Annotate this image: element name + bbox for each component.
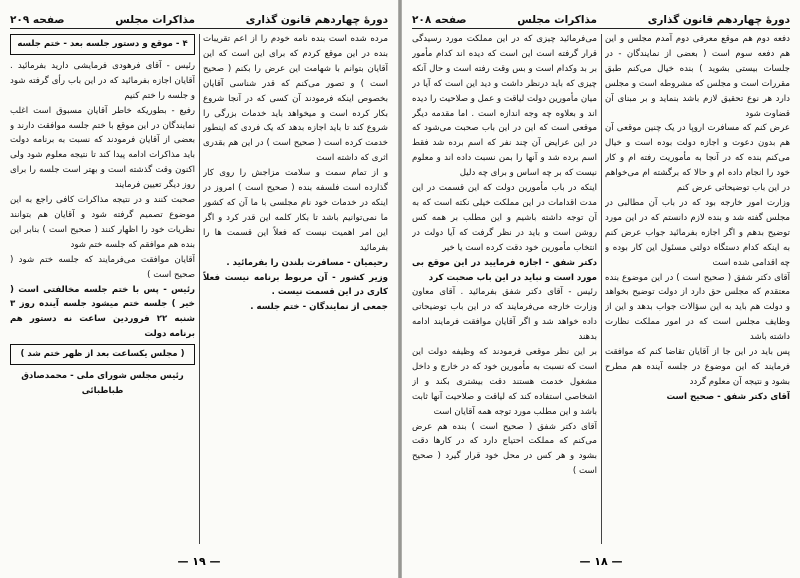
page-208 xyxy=(402,0,800,578)
page-209 xyxy=(0,0,398,578)
paragraph: دفعه دوم هم موقع معرفی دوم آمدم مجلس و این هم دفعه سوم است ( بعضی از نمایندگان - در جلسات بیستی بشوید ) بنده خیال می‌کنم طبق مقررات است و مجلس که مشروطه است و مجلس دارد هر نوع تحقیق لازم باشد بنماید و بر مبنای آن قضاوت شود xyxy=(605,34,790,119)
paragraph: آقای دکتر شفق - صحیح است xyxy=(666,391,790,402)
paragraph: جمعی از نمایندگان - ختم جلسه . xyxy=(250,302,388,313)
paragraph: صحبت کنند و در نتیجه مذاکرات کافی راجع به این موضوع تصمیم گرفته شود و آقایان هم بتوانند نظریات خود را اظهار کنند ( صحیح است ) بنابر این بنده هم موافقم که جلسه ختم شود xyxy=(10,195,195,250)
paragraph: آقای دکتر شفق ( صحیح است ) در این موضوع بنده معتقدم که مجلس حق دارد از دولت توضیح بخواهد و دولت هم باید به این سؤالات جواب بدهد و این از وظایف مجلس است که در امور مملکت نظارت داشته باشد xyxy=(605,272,790,343)
paragraph: رئیس - آقای دکتر شفق بفرمائید . آقای معاون وزارت خارجه می‌فرمایند که در این باب توضیحاتی داده خواهد شد و اگر آقایان موافقت فرمایند ادامه بدهند xyxy=(412,287,597,343)
paragraph: وزیر کشور - آن مربوط برنامه نیست فعلاً کاری در این قسمت نیست . xyxy=(203,272,388,298)
text-column-right xyxy=(605,32,790,546)
running-header-right: دورهٔ چهاردهم قانون گذاری xyxy=(647,14,790,26)
running-header-center: مذاکرات مجلس xyxy=(115,14,196,26)
page-header xyxy=(412,8,790,29)
section-heading-box: ۴ - موقع و دستور جلسه بعد - ختم جلسه xyxy=(10,34,195,55)
column-divider xyxy=(199,34,200,544)
paragraph: رحیمیان - مسافرت بلندن را بفرمائید . xyxy=(226,257,388,268)
text-column-right xyxy=(203,32,388,546)
paragraph: بر این نظر موقعی فرمودند که وظیفه دولت این است که نسبت به مأمورین خود که در خارج و داخل مشغول خدمت هستند دقت بیشتری بکند و از اشخاصی استفاده کند که لیاقت و صلاحیت آنها ثابت باشد و این مطلب مورد توجه همه آقایان است xyxy=(412,347,597,417)
page-number-label: صفحه ۲۰۹ xyxy=(10,14,65,26)
paragraph: رئیس - آقای فرهودی فرمایشی دارید بفرمائید . آقایان اجازه بفرمائید که در این باب رأی گرفته شود و جلسه را ختم کنیم xyxy=(10,60,195,101)
paragraph: آقای دکتر شفق ( صحیح است ) بنده هم عرض می‌کنم که مملکت احتیاج دارد که در کارها دقت بشود و هر کس در محل خود قرار گیرد ( صحیح است ) xyxy=(412,421,597,477)
paragraph: می‌فرمائید چیزی که در این مملکت مورد رسیدگی قرار گرفته است این است که دیده اند کدام مأمور بر بد وکدام است و بس وقت رفته است و حال آنکه چیزی که باید درنظر داشت و دید این است که آیا در میان مأمورین دولت لیاقت و عمل و صلاحیت را دیده اند و بعلاوه چه وجه اندازه است . اما مقدمه دیگر موقعی است که این در این باب صحبت می‌شود که در این عرایض آن چند نفر که اسم برده شد فقط اسم برده شد و آنها را بمن نسبت داده اند و معلوم نیست که بر چه اساس و برای چه دلیل xyxy=(412,34,597,179)
paragraph: مرده شده است بنده نامه خودم را از اعم تقریبات بنده در این موقع کردم که برای این است که این آقایان بتوانم با شهامت این عرض را بکنم ( صحیح است ) و تصور می‌کنم که قدر شناسی آقایان بخصوص اینکه فرمودند آن کسی که در آنجا شروع بکار کرده است و میخواهد باید خدمات بزرگی را شروع کند تا باید اجازه بدهد که یک فردی که اینطور خدمت کرده است ( صحیح است ) در این هم بقدری اثری که داشته است xyxy=(203,34,388,164)
column-divider xyxy=(601,34,602,544)
paragraph: عرض کنم که مسافرت اروپا در یک چنین موقعی آن هم بدون دعوت و اجازه دولت بوده است و خیال می‌کنم بنده که در آنجا به مأموریت رفته ام و کار خود را انجام داده ام و حالا که برگشته ام می‌خواهم در این باب توضیحاتی عرض کنم xyxy=(605,123,790,194)
paragraph: وزارت امور خارجه بود که در باب آن مطالبی در مجلس گفته شد و بنده لازم دانستم که در این مورد توضیح بدهم و اگر اجازه بفرمائید جواب عرض کنم به اینکه کدام دستگاه دولتی مسئول این کار بوده و چه اقدامی شده است xyxy=(605,197,790,268)
running-header-center: مذاکرات مجلس xyxy=(517,14,598,26)
paragraph: و از تمام سمت و سلامت مزاجش را روی کار گذارده است فلسفه بنده ( صحیح است ) امروز در اینکه در خدمات خود نام مجلسی با ما آن که کشور ما نمی‌توانیم باشد تا بکار کلمه این قدر کرد و اگر این امر اهمیت نیست که فعلاً این قسمت ها را بفرمائید xyxy=(203,168,388,253)
page-folio: — ۱۸ — xyxy=(579,555,623,568)
book-gutter xyxy=(398,0,402,578)
running-header-right: دورهٔ چهاردهم قانون گذاری xyxy=(245,14,388,26)
paragraph: دکتر شفق - اجازه فرمایید در این موقع بی مورد است و نباید در این باب صحبت کرد xyxy=(412,257,597,283)
paragraph: پس باید در این جا از آقایان تقاضا کنم که موافقت فرمایند که این موضوع در جلسه آینده هم مطرح بشود و نتیجه آن معلوم گردد xyxy=(605,347,790,387)
page-folio: — ۱۹ — xyxy=(177,555,221,568)
paragraph: آقایان موافقت می‌فرمایند که جلسه ختم شود ( صحیح است ) xyxy=(10,254,195,280)
paragraph: رئیس - پس با ختم جلسه مخالفتی است ( خیر ) جلسه ختم میشود جلسه آینده روز ۳ شنبه ۲۲ فروردین ساعت نه دستور هم برنامه دولت xyxy=(10,284,195,340)
page-header xyxy=(10,8,388,29)
signature-line: رئیس مجلس شورای ملی - محمدصادق طباطبائی xyxy=(21,371,184,396)
session-end-box: ( مجلس یکساعت بعد از ظهر ختم شد ) xyxy=(10,344,195,365)
paragraph: اینکه در باب مأمورین دولت که این قسمت در این مدت اقدامات در این مملکت خیلی نکته است که به آن توجه داشته باشیم و این مطلب بر همه کس روشن است و باید در نظر گرفت که آیا دولت در انتخاب مأمورین خود دقت کرده است یا خیر xyxy=(412,183,597,253)
text-column-left xyxy=(412,32,597,546)
text-column-left xyxy=(10,32,195,546)
paragraph: رفیع - بطوریکه خاطر آقایان مسبوق است اغلب نمایندگان در این موقع با ختم جلسه موافقت دارند و بعضی از آقایان فرمودند که نسبت به برنامه دولت باید مذاکرات ادامه پیدا کند تا نتیجه معلوم شود ولی اکنون وقت گذشته است و بهتر است جلسه را برای روز دیگر تعیین فرمایند xyxy=(10,105,195,191)
page-number-label: صفحه ۲۰۸ xyxy=(412,14,467,26)
